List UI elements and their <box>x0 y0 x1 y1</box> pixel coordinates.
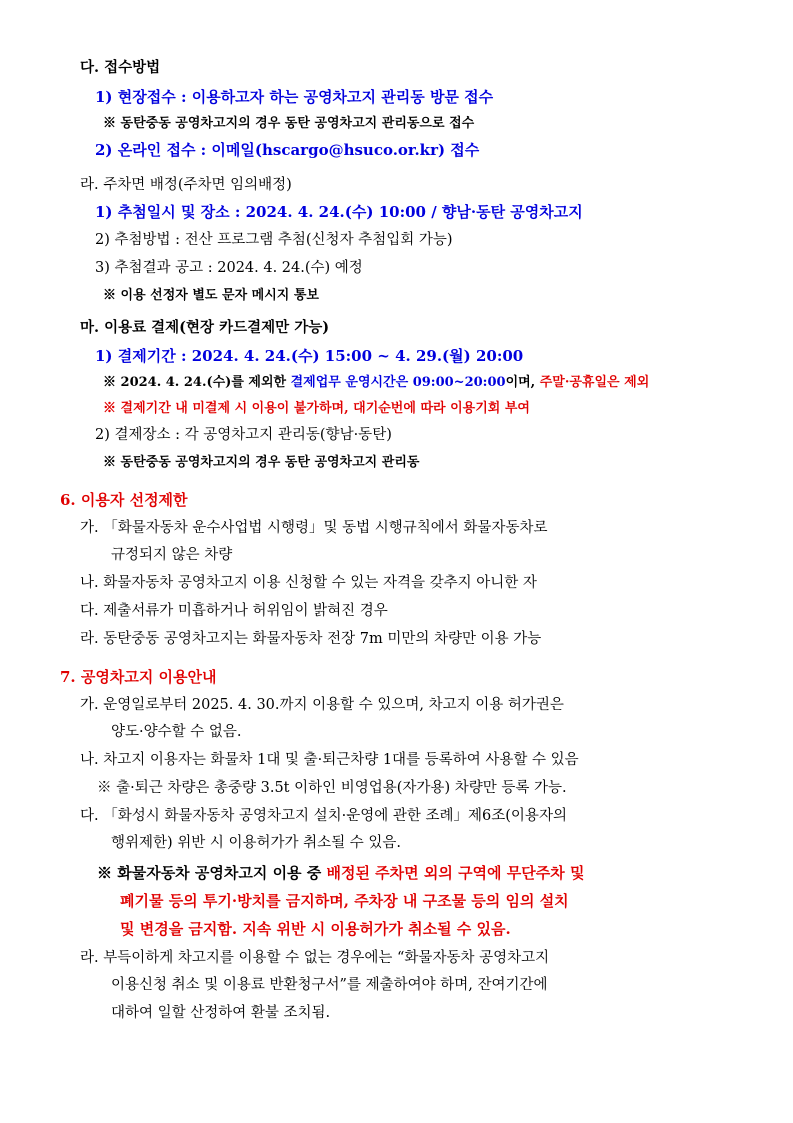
section-heading-reception: 다. 접수방법 <box>80 59 161 76</box>
payment-period: 1) 결제기간 : 2024. 4. 24.(수) 15:00 ~ 4. 29.(월) 20:00 <box>95 347 524 365</box>
section-heading-usage-guide: 7. 공영차고지 이용안내 <box>60 668 217 686</box>
payment-hours-note-a: ※ 2024. 4. 24.(수)를 제외한 <box>103 375 291 390</box>
payment-hours-note-b: 결제업무 운영시간은 09:00~20:00 <box>290 375 506 390</box>
payment-unpaid-note: ※ 결제기간 내 미결제 시 이용이 불가하며, 대기순번에 따라 이용기회 부여 <box>103 401 530 416</box>
restriction-na: 나. 화물자동차 공영차고지 이용 신청할 수 있는 자격을 갖추지 아니한 자 <box>80 575 537 591</box>
guide-warning-line1-b: 배정된 주차면 외의 구역에 무단주차 및 <box>326 864 585 882</box>
section-heading-parking-assignment: 라. 주차면 배정(주차면 임의배정) <box>80 177 292 193</box>
reception-note: ※ 동탄중동 공영차고지의 경우 동탄 공영차고지 관리동으로 접수 <box>103 116 475 131</box>
guide-ga-line2: 양도·양수할 수 없음. <box>111 724 242 740</box>
lottery-method: 2) 추첨방법 : 전산 프로그램 추첨(신청자 추첨입회 가능) <box>95 232 453 248</box>
guide-warning-line3: 및 변경을 금지함. 지속 위반 시 이용허가가 취소될 수 있음. <box>120 920 511 938</box>
guide-warning-line1 <box>97 863 584 883</box>
restriction-ra: 라. 동탄중동 공영차고지는 화물자동차 전장 7m 미만의 차량만 이용 가능 <box>80 631 542 647</box>
payment-hours-note-c: 이며, <box>505 375 540 390</box>
guide-da-line2: 행위제한) 위반 시 이용허가가 취소될 수 있음. <box>111 835 402 851</box>
guide-ga-line1: 가. 운영일로부터 2025. 4. 30.까지 이용할 수 있으며, 차고지 이용 허가권은 <box>80 697 564 713</box>
guide-ra-line1: 라. 부득이하게 차고지를 이용할 수 없는 경우에는 “화물자동차 공영차고지 <box>80 950 550 966</box>
payment-place: 2) 결제장소 : 각 공영차고지 관리동(향남·동탄) <box>95 427 392 443</box>
onsite-reception: 1) 현장접수 : 이용하고자 하는 공영차고지 관리동 방문 접수 <box>95 88 494 106</box>
payment-hours-note-d: 주말·공휴일은 제외 <box>539 375 650 390</box>
section-heading-user-restriction: 6. 이용자 선정제한 <box>60 491 188 509</box>
payment-place-note: ※ 동탄중동 공영차고지의 경우 동탄 공영차고지 관리동 <box>103 455 420 470</box>
guide-warning-line2: 폐기물 등의 투기·방치를 금지하며, 주차장 내 구조물 등의 임의 설치 <box>120 892 569 910</box>
lottery-note: ※ 이용 선정자 별도 문자 메시지 통보 <box>103 288 319 303</box>
restriction-ga-line1: 가. 「화물자동차 운수사업법 시행령」및 동법 시행규칙에서 화물자동차로 <box>80 520 548 536</box>
guide-ra-line3: 대하여 일할 산정하여 환불 조치됨. <box>111 1005 331 1021</box>
section-heading-payment: 마. 이용료 결제(현장 카드결제만 가능) <box>80 319 330 336</box>
guide-ra-line2: 이용신청 취소 및 이용료 반환청구서”를 제출하여야 하며, 잔여기간에 <box>111 977 548 993</box>
online-reception: 2) 온라인 접수 : 이메일(hscargo@hsuco.or.kr) 접수 <box>95 141 480 159</box>
restriction-ga-line2: 규정되지 않은 차량 <box>111 547 233 563</box>
lottery-datetime: 1) 추첨일시 및 장소 : 2024. 4. 24.(수) 10:00 / 향남·동탄 공영차고지 <box>95 203 583 221</box>
restriction-da: 다. 제출서류가 미흡하거나 허위임이 밝혀진 경우 <box>80 603 388 619</box>
guide-na-note: ※ 출·퇴근 차량은 총중량 3.5t 이하인 비영업용(자가용) 차량만 등록 가능. <box>97 780 567 796</box>
guide-warning-line1-a: ※ 화물자동차 공영차고지 이용 중 <box>97 864 327 882</box>
guide-da-line1: 다. 「화성시 화물자동차 공영차고지 설치·운영에 관한 조례」제6조(이용자의 <box>80 808 567 824</box>
payment-hours-note <box>103 373 649 393</box>
guide-na: 나. 차고지 이용자는 화물차 1대 및 출·퇴근차량 1대를 등록하여 사용할 수 있음 <box>80 752 579 768</box>
lottery-result: 3) 추첨결과 공고 : 2024. 4. 24.(수) 예정 <box>95 260 363 276</box>
